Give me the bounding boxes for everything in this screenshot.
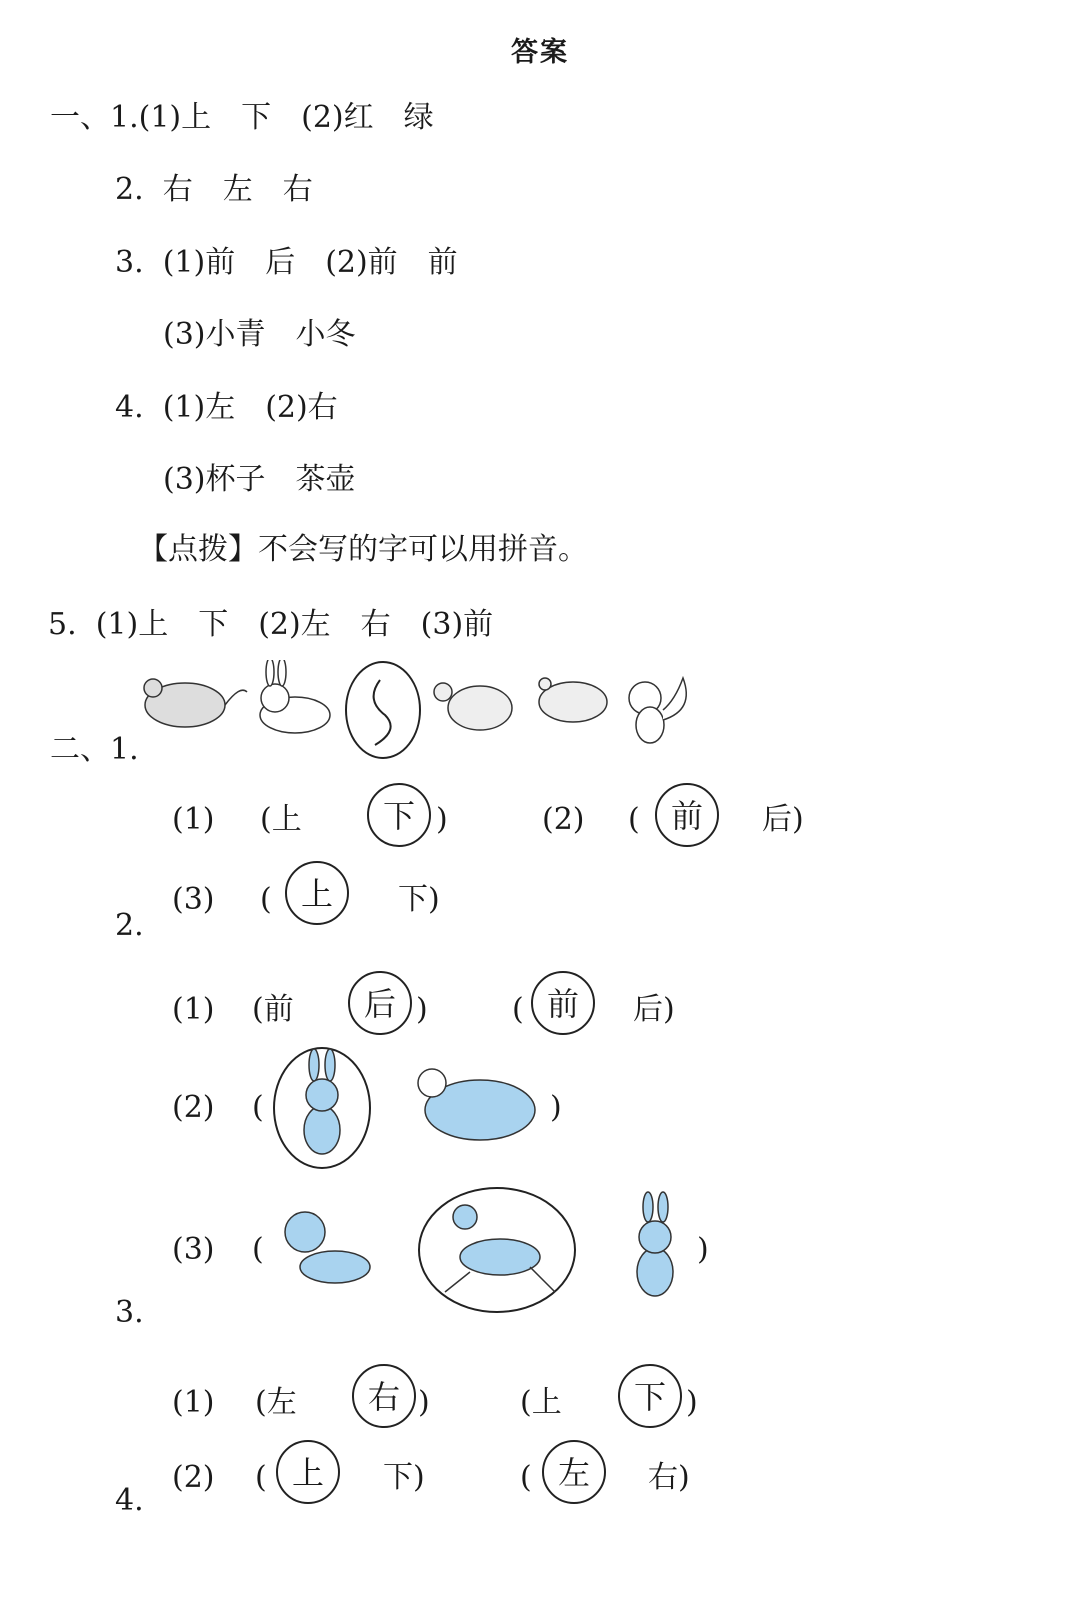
- option-text: ): [686, 1385, 698, 1420]
- option-text: (: [252, 1232, 264, 1267]
- item-label: (3): [172, 1232, 215, 1267]
- option-text: (: [512, 992, 524, 1027]
- turtle-icon: [434, 683, 512, 730]
- cat-icon: [285, 1212, 370, 1283]
- mouse-icon: [144, 679, 247, 727]
- answer-1-3a: 3. (1)前 后 (2)前 前: [115, 245, 458, 280]
- item-label: (2): [172, 1460, 215, 1495]
- section-2-3-label: 3.: [115, 1295, 144, 1330]
- page-title: 答案: [511, 37, 569, 68]
- circled-answer: 下: [618, 1364, 682, 1428]
- circled-answer: 上: [276, 1440, 340, 1504]
- circled-answer: 上: [285, 861, 349, 925]
- animal-row: [135, 660, 715, 760]
- option-text: ): [436, 802, 448, 837]
- answer-1-1: 一、1.(1)上 下 (2)红 绿: [50, 100, 434, 135]
- rabbit-icon: [304, 1049, 340, 1154]
- circled-answer: 右: [352, 1364, 416, 1428]
- answer-1-4a: 4. (1)左 (2)右: [115, 390, 338, 425]
- option-text: 右): [648, 1460, 690, 1495]
- rabbit-icon: [637, 1192, 673, 1296]
- option-text: (: [520, 1460, 532, 1495]
- turtle-icon: [418, 1069, 535, 1140]
- answer-1-4b: (3)杯子 茶壶: [163, 462, 356, 497]
- circled-answer: 前: [655, 783, 719, 847]
- option-text: (前: [252, 992, 294, 1027]
- answer-1-5: 5. (1)上 下 (2)左 右 (3)前: [48, 607, 494, 642]
- fox-icon: [629, 678, 686, 743]
- answer-1-2: 2. 右 左 右: [115, 172, 313, 207]
- option-text: 下): [398, 882, 440, 917]
- option-text: ): [416, 992, 428, 1027]
- option-text: 下): [383, 1460, 425, 1495]
- item-label: (2): [542, 802, 585, 837]
- option-text: (上: [520, 1385, 562, 1420]
- item-label: (1): [172, 1385, 215, 1420]
- tip-note: 【点拨】不会写的字可以用拼音。: [138, 532, 588, 567]
- circled-answer: 下: [367, 783, 431, 847]
- section-2-4-label: 4.: [115, 1483, 144, 1518]
- option-text: (: [260, 882, 272, 917]
- option-text: (上: [260, 802, 302, 837]
- rabbit-icon: [260, 660, 330, 733]
- option-text: (: [252, 1090, 264, 1125]
- frog-icon: [539, 678, 607, 722]
- circled-answer: 后: [348, 971, 412, 1035]
- option-text: 后): [633, 992, 675, 1027]
- section-2-2-label: 2.: [115, 908, 144, 943]
- section-2-1-label: 二、1.: [50, 732, 139, 767]
- option-text: ): [550, 1090, 562, 1125]
- option-text: ): [418, 1385, 430, 1420]
- option-text: ): [697, 1232, 709, 1267]
- option-text: (: [255, 1460, 267, 1495]
- r5-pictures: [270, 1182, 700, 1322]
- circled-answer: 前: [531, 971, 595, 1035]
- answer-1-3b: (3)小青 小冬: [163, 317, 356, 352]
- snake-icon: [346, 662, 420, 758]
- r4-pictures: [270, 1045, 550, 1175]
- item-label: (1): [172, 992, 215, 1027]
- option-text: (: [628, 802, 640, 837]
- deer-icon: [445, 1205, 555, 1292]
- option-text: 后): [762, 802, 804, 837]
- item-label: (1): [172, 802, 215, 837]
- item-label: (3): [172, 882, 215, 917]
- item-label: (2): [172, 1090, 215, 1125]
- circled-answer: 左: [542, 1440, 606, 1504]
- option-text: (左: [255, 1385, 297, 1420]
